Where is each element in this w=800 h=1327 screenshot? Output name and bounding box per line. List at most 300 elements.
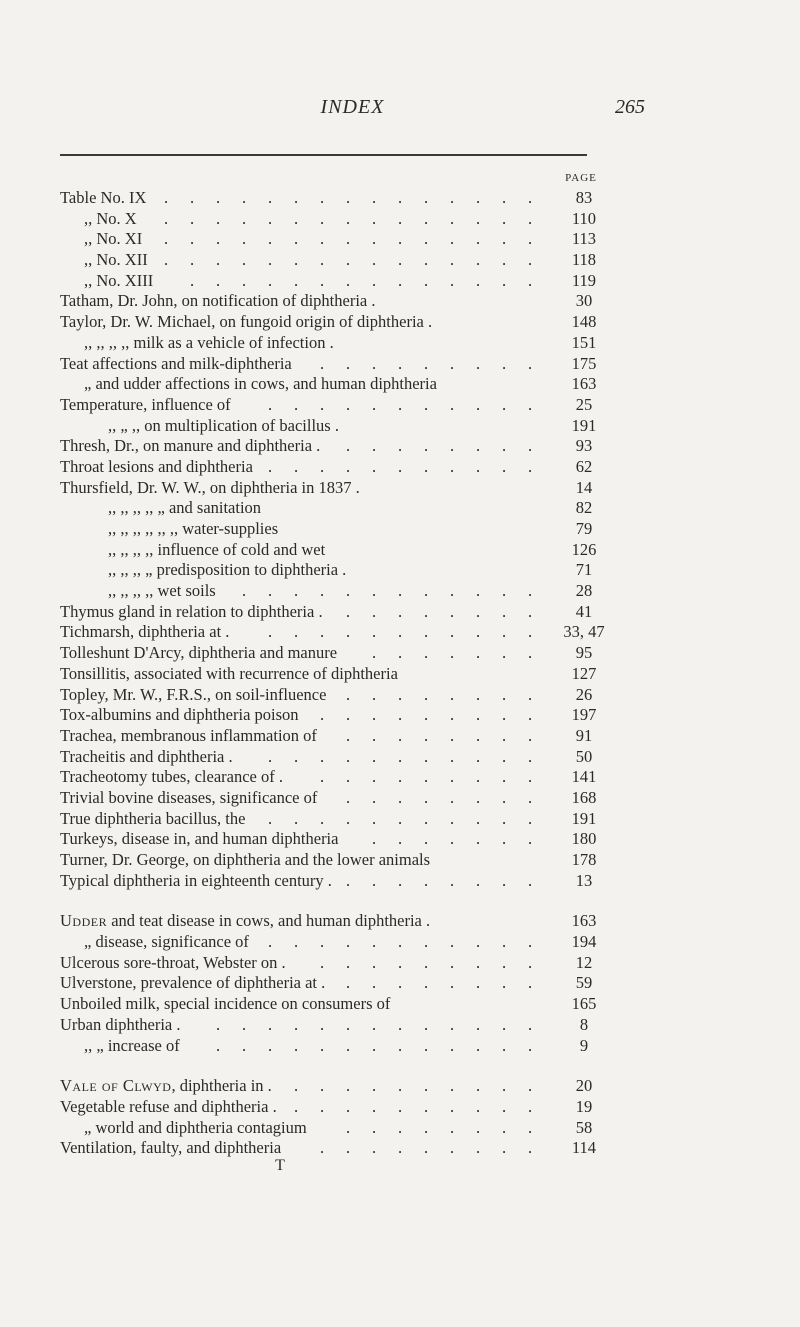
leader-dot: . bbox=[320, 1096, 325, 1116]
entry-text bbox=[60, 829, 338, 850]
leader-dot: . bbox=[502, 581, 507, 601]
leader-dot: . bbox=[398, 808, 403, 828]
leader-dot: . bbox=[346, 952, 351, 972]
entry-text bbox=[60, 457, 253, 478]
entry-page: 19 bbox=[575, 1096, 593, 1116]
entry-text bbox=[60, 1015, 181, 1036]
index-entry bbox=[60, 1076, 615, 1097]
leader-dot: . bbox=[320, 808, 325, 828]
entry-body: Taylor, Dr. W. Michael, on fungoid origin of diphtheria . bbox=[60, 312, 433, 332]
leader-dot: . bbox=[268, 188, 273, 207]
index-entry bbox=[60, 457, 615, 478]
entry-page: 114 bbox=[571, 1138, 597, 1158]
leader-dot: . bbox=[502, 456, 507, 476]
entry-body: Urban diphtheria . bbox=[60, 1014, 181, 1034]
leader-dot: . bbox=[320, 270, 325, 290]
entry-body: , diphtheria in . bbox=[171, 1076, 272, 1096]
leader-dot: . bbox=[346, 705, 351, 725]
leader-dot: . bbox=[450, 250, 455, 270]
leader-dot: . bbox=[346, 229, 351, 249]
leader-dot: . bbox=[372, 456, 377, 476]
entry-body: Typical diphtheria in eighteenth century . bbox=[60, 870, 332, 890]
entry-text bbox=[60, 354, 292, 375]
index-entry bbox=[60, 312, 615, 333]
leader-dot: . bbox=[476, 684, 481, 704]
leader-dot: . bbox=[502, 394, 507, 414]
leader-dot: . bbox=[268, 229, 273, 249]
leader-dot: . bbox=[476, 250, 481, 270]
leader-dot: . bbox=[346, 684, 351, 704]
index-entry bbox=[60, 911, 615, 932]
leader-dot: . bbox=[424, 1014, 429, 1034]
leader-dot: . bbox=[320, 581, 325, 601]
leader-dot: . bbox=[450, 436, 455, 456]
leader-dot: . bbox=[398, 643, 403, 663]
leader-dot: . bbox=[268, 622, 273, 642]
leader-dot: . bbox=[398, 353, 403, 373]
leader-dot: . bbox=[346, 1138, 351, 1158]
entry-body: ,, ,, ,, ,, „ and sanitation bbox=[108, 498, 262, 518]
entry-body: ,, ,, ,, ,, wet soils bbox=[108, 581, 216, 601]
leader-dot: . bbox=[476, 394, 481, 414]
leader-dot: . bbox=[528, 229, 533, 249]
index-entry bbox=[60, 705, 615, 726]
leader-dot: . bbox=[320, 705, 325, 725]
entry-body: „ world and diphtheria contagium bbox=[84, 1117, 307, 1137]
entry-body: True diphtheria bacillus, the bbox=[60, 808, 246, 828]
leader-dot: . bbox=[268, 581, 273, 601]
entry-page: 13 bbox=[575, 870, 593, 890]
leader-dot: . bbox=[424, 436, 429, 456]
leader-dot: . bbox=[502, 250, 507, 270]
leader-dot: . bbox=[346, 767, 351, 787]
entry-text bbox=[60, 664, 398, 685]
leader-dot: . bbox=[450, 684, 455, 704]
entry-body: ,, „ ,, on multiplication of bacillus . bbox=[108, 415, 339, 435]
leader-dot: . bbox=[372, 725, 377, 745]
leader-dot: . bbox=[424, 932, 429, 952]
leader-dot: . bbox=[268, 932, 273, 952]
entry-body: „ and udder affections in cows, and human diphtheria bbox=[84, 374, 437, 394]
index-entry bbox=[60, 788, 615, 809]
entry-text bbox=[60, 973, 325, 994]
leader-dot: . bbox=[320, 1014, 325, 1034]
leader-dot: . bbox=[450, 1076, 455, 1096]
leader-dot: . bbox=[502, 684, 507, 704]
signature-mark: T bbox=[275, 1157, 285, 1174]
entry-text bbox=[60, 850, 430, 871]
leader-dot: . bbox=[398, 1096, 403, 1116]
index-entry bbox=[60, 333, 615, 354]
entry-body: ,, ,, ,, ,, ,, ,, water-supplies bbox=[108, 519, 279, 538]
entry-page: 91 bbox=[575, 725, 593, 745]
entry-body: Tracheotomy tubes, clearance of . bbox=[60, 767, 283, 787]
entry-page: 180 bbox=[571, 829, 597, 849]
entry-text bbox=[60, 1076, 272, 1097]
leader-dot: . bbox=[398, 229, 403, 249]
entry-body: Temperature, influence of bbox=[60, 394, 231, 414]
entry-text bbox=[60, 188, 146, 209]
entry-body: Topley, Mr. W., F.R.S., on soil-influence bbox=[60, 684, 327, 704]
leader-dot: . bbox=[268, 456, 273, 476]
entry-text bbox=[60, 871, 332, 892]
leader-dot: . bbox=[372, 1117, 377, 1137]
leader-dot: . bbox=[398, 705, 403, 725]
leader-dot: . bbox=[398, 684, 403, 704]
entry-page: 82 bbox=[575, 498, 593, 518]
leader-dot: . bbox=[450, 1035, 455, 1055]
leader-dot: . bbox=[372, 767, 377, 787]
leader-dot: . bbox=[346, 1076, 351, 1096]
leader-dot: . bbox=[346, 870, 351, 890]
index-entry bbox=[60, 271, 615, 292]
leader-dot: . bbox=[398, 973, 403, 993]
entry-page: 9 bbox=[579, 1035, 589, 1055]
leader-dot: . bbox=[372, 436, 377, 456]
entry-text bbox=[60, 291, 376, 312]
entry-page: 191 bbox=[571, 808, 597, 828]
leader-dot: . bbox=[476, 808, 481, 828]
entry-body: ,, No. XIII bbox=[84, 270, 154, 290]
leader-dot: . bbox=[242, 250, 247, 270]
leader-dot: . bbox=[424, 643, 429, 663]
entry-page: 194 bbox=[571, 932, 597, 952]
leader-dot: . bbox=[346, 1035, 351, 1055]
leader-dot: . bbox=[190, 270, 195, 290]
entry-body: „ disease, significance of bbox=[84, 932, 249, 952]
index-entry bbox=[60, 478, 615, 499]
leader-dot: . bbox=[424, 394, 429, 414]
leader-dot: . bbox=[502, 188, 507, 207]
leader-dot: . bbox=[320, 1035, 325, 1055]
leader-dot: . bbox=[216, 270, 221, 290]
entry-page: 127 bbox=[571, 663, 597, 683]
leader-dot: . bbox=[424, 1035, 429, 1055]
index-entries bbox=[60, 188, 615, 1159]
entry-body: Trivial bovine diseases, significance of bbox=[60, 787, 318, 807]
entry-page: 191 bbox=[571, 415, 597, 435]
entry-page: 151 bbox=[571, 332, 597, 352]
entry-text bbox=[108, 416, 339, 437]
leader-dot: . bbox=[372, 684, 377, 704]
leader-dot: . bbox=[450, 787, 455, 807]
leader-dot: . bbox=[398, 870, 403, 890]
index-entry bbox=[60, 973, 615, 994]
leader-dot: . bbox=[268, 746, 273, 766]
leader-dot: . bbox=[372, 353, 377, 373]
leader-dot: . bbox=[476, 270, 481, 290]
entry-text bbox=[60, 994, 390, 1015]
leader-dot: . bbox=[164, 188, 169, 207]
leader-dot: . bbox=[320, 250, 325, 270]
leader-dot: . bbox=[398, 746, 403, 766]
leader-dot: . bbox=[398, 622, 403, 642]
leader-dot: . bbox=[476, 932, 481, 952]
entry-page: 141 bbox=[571, 767, 597, 787]
leader-dot: . bbox=[502, 746, 507, 766]
index-entry bbox=[60, 850, 615, 871]
entry-body: Thursfield, Dr. W. W., on diphtheria in 1837 . bbox=[60, 477, 360, 497]
leader-dot: . bbox=[346, 746, 351, 766]
entry-text bbox=[108, 519, 278, 540]
leader-dot: . bbox=[294, 746, 299, 766]
leader-dot: . bbox=[320, 1138, 325, 1158]
index-entry bbox=[60, 436, 615, 457]
leader-dot: . bbox=[502, 1117, 507, 1137]
entry-text bbox=[60, 622, 229, 643]
leader-dot: . bbox=[398, 601, 403, 621]
index-entry bbox=[60, 602, 615, 623]
leader-dot: . bbox=[424, 353, 429, 373]
leader-dot: . bbox=[502, 767, 507, 787]
leader-dot: . bbox=[294, 1076, 299, 1096]
leader-dot: . bbox=[450, 394, 455, 414]
leader-dot: . bbox=[190, 229, 195, 249]
leader-dot: . bbox=[346, 1096, 351, 1116]
leader-dot: . bbox=[372, 1014, 377, 1034]
leader-dot: . bbox=[294, 808, 299, 828]
leader-dot: . bbox=[528, 643, 533, 663]
leader-dot: . bbox=[320, 767, 325, 787]
leader-dot: . bbox=[320, 622, 325, 642]
leader-dot: . bbox=[294, 1096, 299, 1116]
entry-body: Unboiled milk, special incidence on consumers of bbox=[60, 994, 391, 1014]
leader-dot: . bbox=[268, 1035, 273, 1055]
leader-dot: . bbox=[528, 1096, 533, 1116]
entry-body: Throat lesions and diphtheria bbox=[60, 456, 253, 476]
leader-dot: . bbox=[346, 601, 351, 621]
leader-dot: . bbox=[268, 208, 273, 228]
leader-dot: . bbox=[398, 767, 403, 787]
entry-text bbox=[84, 250, 148, 271]
leader-dot: . bbox=[528, 952, 533, 972]
leader-dot: . bbox=[398, 787, 403, 807]
leader-dot: . bbox=[164, 250, 169, 270]
entry-page: 14 bbox=[575, 477, 593, 497]
leader-dot: . bbox=[346, 808, 351, 828]
leader-dot: . bbox=[476, 746, 481, 766]
entry-page: 30 bbox=[575, 291, 593, 311]
leader-dot: . bbox=[450, 829, 455, 849]
leader-dot: . bbox=[424, 1117, 429, 1137]
leader-dot: . bbox=[502, 601, 507, 621]
entry-body: ,, No. XI bbox=[84, 229, 143, 249]
leader-dot: . bbox=[424, 808, 429, 828]
index-entry bbox=[60, 643, 615, 664]
entry-page: 110 bbox=[571, 208, 597, 228]
leader-dot: . bbox=[242, 188, 247, 207]
entry-body: Table No. IX bbox=[60, 188, 147, 207]
leader-dot: . bbox=[450, 581, 455, 601]
leader-dot: . bbox=[424, 229, 429, 249]
leader-dot: . bbox=[268, 394, 273, 414]
entry-body: Thresh, Dr., on manure and diphtheria . bbox=[60, 436, 321, 456]
leader-dot: . bbox=[372, 1096, 377, 1116]
leader-dot: . bbox=[268, 250, 273, 270]
index-entry bbox=[60, 540, 615, 561]
entry-page: 12 bbox=[575, 952, 593, 972]
entry-text bbox=[84, 229, 142, 250]
leader-dot: . bbox=[242, 270, 247, 290]
index-entry bbox=[60, 932, 615, 953]
leader-dot: . bbox=[398, 208, 403, 228]
index-entry bbox=[60, 1118, 615, 1139]
leader-dot: . bbox=[450, 353, 455, 373]
leader-dot: . bbox=[450, 808, 455, 828]
leader-dot: . bbox=[320, 456, 325, 476]
leader-dot: . bbox=[424, 601, 429, 621]
leader-dot: . bbox=[502, 1076, 507, 1096]
leader-dot: . bbox=[450, 622, 455, 642]
leader-dot: . bbox=[398, 1035, 403, 1055]
entry-text bbox=[60, 478, 360, 499]
leader-dot: . bbox=[346, 622, 351, 642]
entry-body: Vegetable refuse and diphtheria . bbox=[60, 1096, 277, 1116]
leader-dot: . bbox=[476, 829, 481, 849]
entry-page: 33, 47 bbox=[563, 622, 605, 642]
leader-dot: . bbox=[450, 456, 455, 476]
leader-dot: . bbox=[398, 270, 403, 290]
leader-dot: . bbox=[242, 581, 247, 601]
leader-dot: . bbox=[502, 725, 507, 745]
entry-text bbox=[60, 953, 286, 974]
leader-dot: . bbox=[372, 208, 377, 228]
header-rule bbox=[60, 154, 587, 156]
leader-dot: . bbox=[424, 829, 429, 849]
leader-dot: . bbox=[372, 932, 377, 952]
index-entry bbox=[60, 498, 615, 519]
entry-body: Turkeys, disease in, and human diphtheria bbox=[60, 829, 339, 849]
leader-dot: . bbox=[346, 725, 351, 745]
entry-text bbox=[60, 436, 320, 457]
leader-dot: . bbox=[528, 1117, 533, 1137]
entry-page: 163 bbox=[571, 374, 597, 394]
leader-dot: . bbox=[528, 787, 533, 807]
leader-dot: . bbox=[502, 229, 507, 249]
index-entry bbox=[60, 1138, 615, 1159]
leader-dot: . bbox=[346, 208, 351, 228]
leader-dot: . bbox=[450, 1138, 455, 1158]
index-entry bbox=[60, 767, 615, 788]
leader-dot: . bbox=[346, 581, 351, 601]
leader-dot: . bbox=[294, 208, 299, 228]
leader-dot: . bbox=[216, 208, 221, 228]
index-entry bbox=[60, 291, 615, 312]
index-entry bbox=[60, 685, 615, 706]
entry-page: 26 bbox=[575, 684, 593, 704]
leader-dot: . bbox=[346, 270, 351, 290]
entry-page: 119 bbox=[571, 270, 597, 290]
entry-page: 71 bbox=[575, 560, 593, 580]
leader-dot: . bbox=[398, 932, 403, 952]
leader-dot: . bbox=[424, 270, 429, 290]
leader-dot: . bbox=[502, 829, 507, 849]
entry-page: 163 bbox=[571, 911, 597, 931]
entry-page: 148 bbox=[571, 312, 597, 332]
leader-dot: . bbox=[398, 952, 403, 972]
entry-text bbox=[60, 809, 245, 830]
index-entry bbox=[60, 664, 615, 685]
entry-text bbox=[60, 643, 337, 664]
leader-dot: . bbox=[450, 229, 455, 249]
index-entry bbox=[60, 1036, 615, 1057]
entry-text bbox=[60, 1138, 281, 1159]
entry-page: 50 bbox=[575, 746, 593, 766]
leader-dot: . bbox=[476, 1138, 481, 1158]
leader-dot: . bbox=[528, 188, 533, 207]
leader-dot: . bbox=[528, 973, 533, 993]
entry-page: 175 bbox=[571, 353, 597, 373]
leader-dot: . bbox=[528, 829, 533, 849]
leader-dot: . bbox=[398, 829, 403, 849]
leader-dot: . bbox=[502, 1035, 507, 1055]
leader-dot: . bbox=[294, 270, 299, 290]
leader-dot: . bbox=[476, 643, 481, 663]
entry-body: Tichmarsh, diphtheria at . bbox=[60, 622, 230, 642]
leader-dot: . bbox=[450, 932, 455, 952]
leader-dot: . bbox=[450, 601, 455, 621]
leader-dot: . bbox=[216, 1035, 221, 1055]
leader-dot: . bbox=[294, 932, 299, 952]
leader-dot: . bbox=[424, 622, 429, 642]
leader-dot: . bbox=[528, 932, 533, 952]
leader-dot: . bbox=[398, 188, 403, 207]
leader-dot: . bbox=[450, 767, 455, 787]
index-entry bbox=[60, 994, 615, 1015]
leader-dot: . bbox=[372, 1076, 377, 1096]
leader-dot: . bbox=[216, 188, 221, 207]
leader-dot: . bbox=[424, 746, 429, 766]
leader-dot: . bbox=[424, 1076, 429, 1096]
entry-body: Tox-albumins and diphtheria poison bbox=[60, 705, 299, 725]
entry-text bbox=[84, 932, 249, 953]
leader-dot: . bbox=[398, 250, 403, 270]
index-entry bbox=[60, 622, 615, 643]
entry-body: Thymus gland in relation to diphtheria . bbox=[60, 601, 323, 621]
leader-dot: . bbox=[268, 270, 273, 290]
index-entry bbox=[60, 953, 615, 974]
leader-dot: . bbox=[320, 932, 325, 952]
leader-dot: . bbox=[190, 250, 195, 270]
leader-dot: . bbox=[528, 746, 533, 766]
leader-dot: . bbox=[294, 394, 299, 414]
leader-dot: . bbox=[450, 973, 455, 993]
entry-text bbox=[60, 767, 283, 788]
leader-dot: . bbox=[320, 353, 325, 373]
leader-dot: . bbox=[476, 188, 481, 207]
leader-dot: . bbox=[372, 973, 377, 993]
leader-dot: . bbox=[424, 250, 429, 270]
index-entry bbox=[60, 395, 615, 416]
entry-body: ,, ,, ,, ,, influence of cold and wet bbox=[108, 539, 326, 559]
leader-dot: . bbox=[502, 622, 507, 642]
entry-page: 58 bbox=[575, 1117, 593, 1137]
leader-dot: . bbox=[502, 870, 507, 890]
leader-dot: . bbox=[346, 353, 351, 373]
entry-text bbox=[84, 1036, 180, 1057]
leader-dot: . bbox=[346, 456, 351, 476]
leader-dot: . bbox=[398, 725, 403, 745]
entry-body: and teat disease in cows, and human diphtheria . bbox=[107, 911, 431, 931]
entry-page: 83 bbox=[575, 188, 593, 207]
leader-dot: . bbox=[164, 208, 169, 228]
section-gap bbox=[60, 1056, 615, 1076]
leader-dot: . bbox=[476, 705, 481, 725]
entry-body: Tatham, Dr. John, on notification of diphtheria . bbox=[60, 291, 376, 311]
leader-dot: . bbox=[372, 581, 377, 601]
leader-dot: . bbox=[294, 188, 299, 207]
leader-dot: . bbox=[216, 229, 221, 249]
